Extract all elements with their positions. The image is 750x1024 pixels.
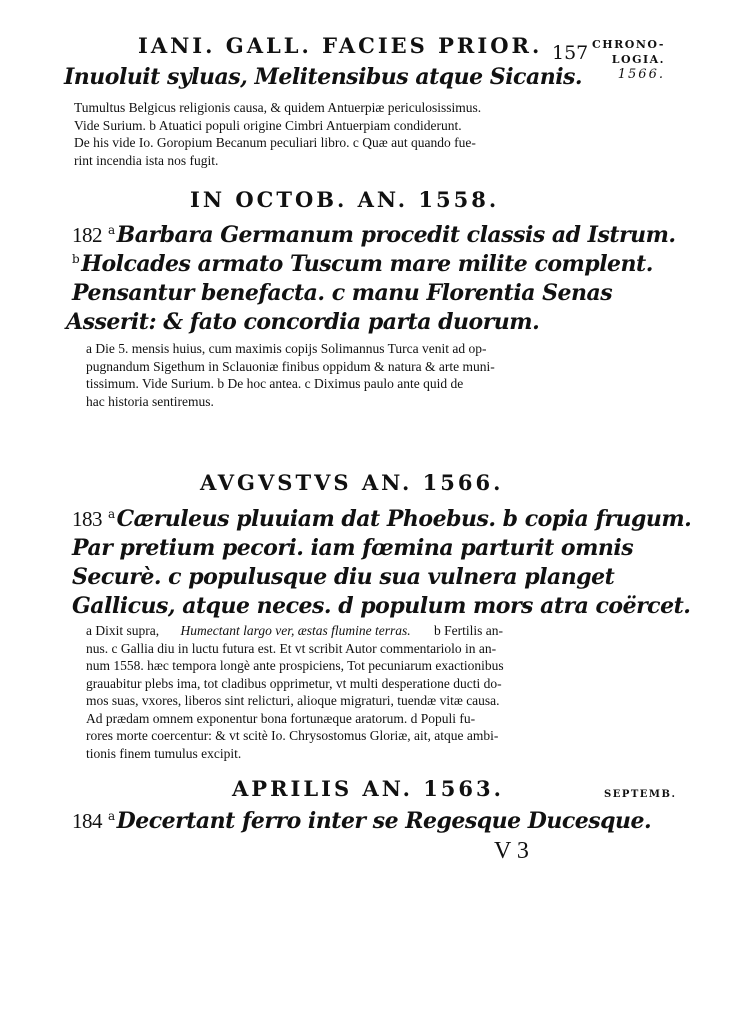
verse-line: Asserit: & fato concordia parta duorum.: [66, 309, 540, 335]
note-line: tissimum. Vide Surium. b De hoc antea. c Diximus paulo ante quid de: [86, 376, 464, 391]
note-line: nus. c Gallia diu in luctu futura est. Et vt scribit Autor commentariolo in an-: [86, 640, 497, 656]
note-mark: b: [72, 251, 80, 266]
note-text: a Dixit supra,: [86, 623, 160, 638]
verse-line: Securè. c populusque diu sua vulnera planget: [72, 564, 615, 590]
note-line: Ad prædam omnem exponentur bona fortunæque aratorum. d Populi fu-: [86, 710, 476, 726]
margin-note-line: CHRONO-: [592, 38, 665, 51]
note-line: pugnandum Sigethum in Sclauoniæ finibus oppidum & natura & arte muni-: [86, 358, 495, 374]
section-note: [86, 622, 504, 762]
note-line: Tumultus Belgicus religionis causa, & quidem Antuerpiæ periculosissimus.: [74, 100, 482, 115]
signature-mark: V 3: [494, 838, 529, 864]
section-note: [86, 340, 495, 410]
opening-verse: Inuoluit syluas, Melitensibus atque Sicanis.: [64, 64, 583, 90]
verse-number: 182: [72, 223, 102, 247]
margin-note-septemb: SEPTEMB.: [604, 789, 677, 800]
opening-note: [74, 99, 481, 169]
note-line: De his vide Io. Goropium Becanum peculiari libro. c Quæ aut quando fue-: [74, 135, 476, 150]
section-heading: IN OCTOB. AN. 1558.: [190, 187, 500, 212]
note-line: rint incendia ista nos fugit.: [74, 152, 219, 168]
verse-line: [72, 222, 676, 248]
verse-text: Decertant ferro inter se Regesque Ducesque.: [116, 808, 652, 834]
note-line: grauabitur plebs ima, tot cladibus opprimetur, vt multi desperatione ducti do-: [86, 675, 502, 691]
running-head: IANI. GALL. FACIES PRIOR.: [138, 33, 543, 58]
verse-number: 183: [72, 507, 102, 531]
note-line: tionis finem tumulus excipit.: [86, 745, 242, 761]
note-line: rores morte coercentur: & vt scitè Io. Chrysostomus Gloriæ, ait, atque ambi-: [86, 728, 499, 743]
page-number: 157: [552, 42, 589, 64]
section-heading: AVGVSTVS AN. 1566.: [200, 470, 504, 495]
verse-line: [72, 808, 651, 834]
verse-line: [72, 506, 691, 532]
note-line: mos suas, vxores, liberos sint relicturi, alioque migraturi, tuendæ vitæ causa.: [86, 693, 500, 708]
verse-text: Barbara Germanum procedit classis ad Istrum.: [116, 222, 676, 248]
note-quote: Humectant largo ver, æstas flumine terras.: [180, 623, 411, 638]
verse-number: 184: [72, 809, 102, 833]
note-line: [86, 622, 504, 640]
note-line: a Die 5. mensis huius, cum maximis copijs Solimannus Turca venit ad op-: [86, 341, 487, 356]
note-mark: a: [108, 222, 115, 237]
verse-line: Par pretium pecori. iam fœmina parturit omnis: [72, 535, 634, 561]
verse-line: [72, 251, 653, 277]
note-mark: a: [108, 808, 115, 823]
note-line: Vide Surium. b Atuatici populi origine Cimbri Antuerpiam condiderunt.: [74, 117, 462, 133]
verse-line: Pensantur benefacta. c manu Florentia Senas: [72, 280, 613, 306]
note-mark: a: [108, 506, 115, 521]
margin-note-line: LOGIA.: [611, 53, 665, 66]
note-line: hac historia sentiremus.: [86, 393, 214, 409]
section-heading: APRILIS AN. 1563.: [232, 776, 504, 801]
verse-text: Cæruleus pluuiam dat Phoebus. b copia frugum.: [116, 506, 692, 532]
note-line: num 1558. hæc tempora longè ante prospiciens, Tot pecuniarum exactionibus: [86, 658, 504, 673]
margin-note-chronologia: [592, 37, 665, 82]
note-text: b Fertilis an-: [434, 623, 503, 638]
verse-text: Holcades armato Tuscum mare milite complent.: [81, 251, 653, 277]
verse-line: Gallicus, atque neces. d populum mors atra coërcet.: [72, 593, 691, 619]
margin-note-year: 1566.: [617, 67, 665, 82]
